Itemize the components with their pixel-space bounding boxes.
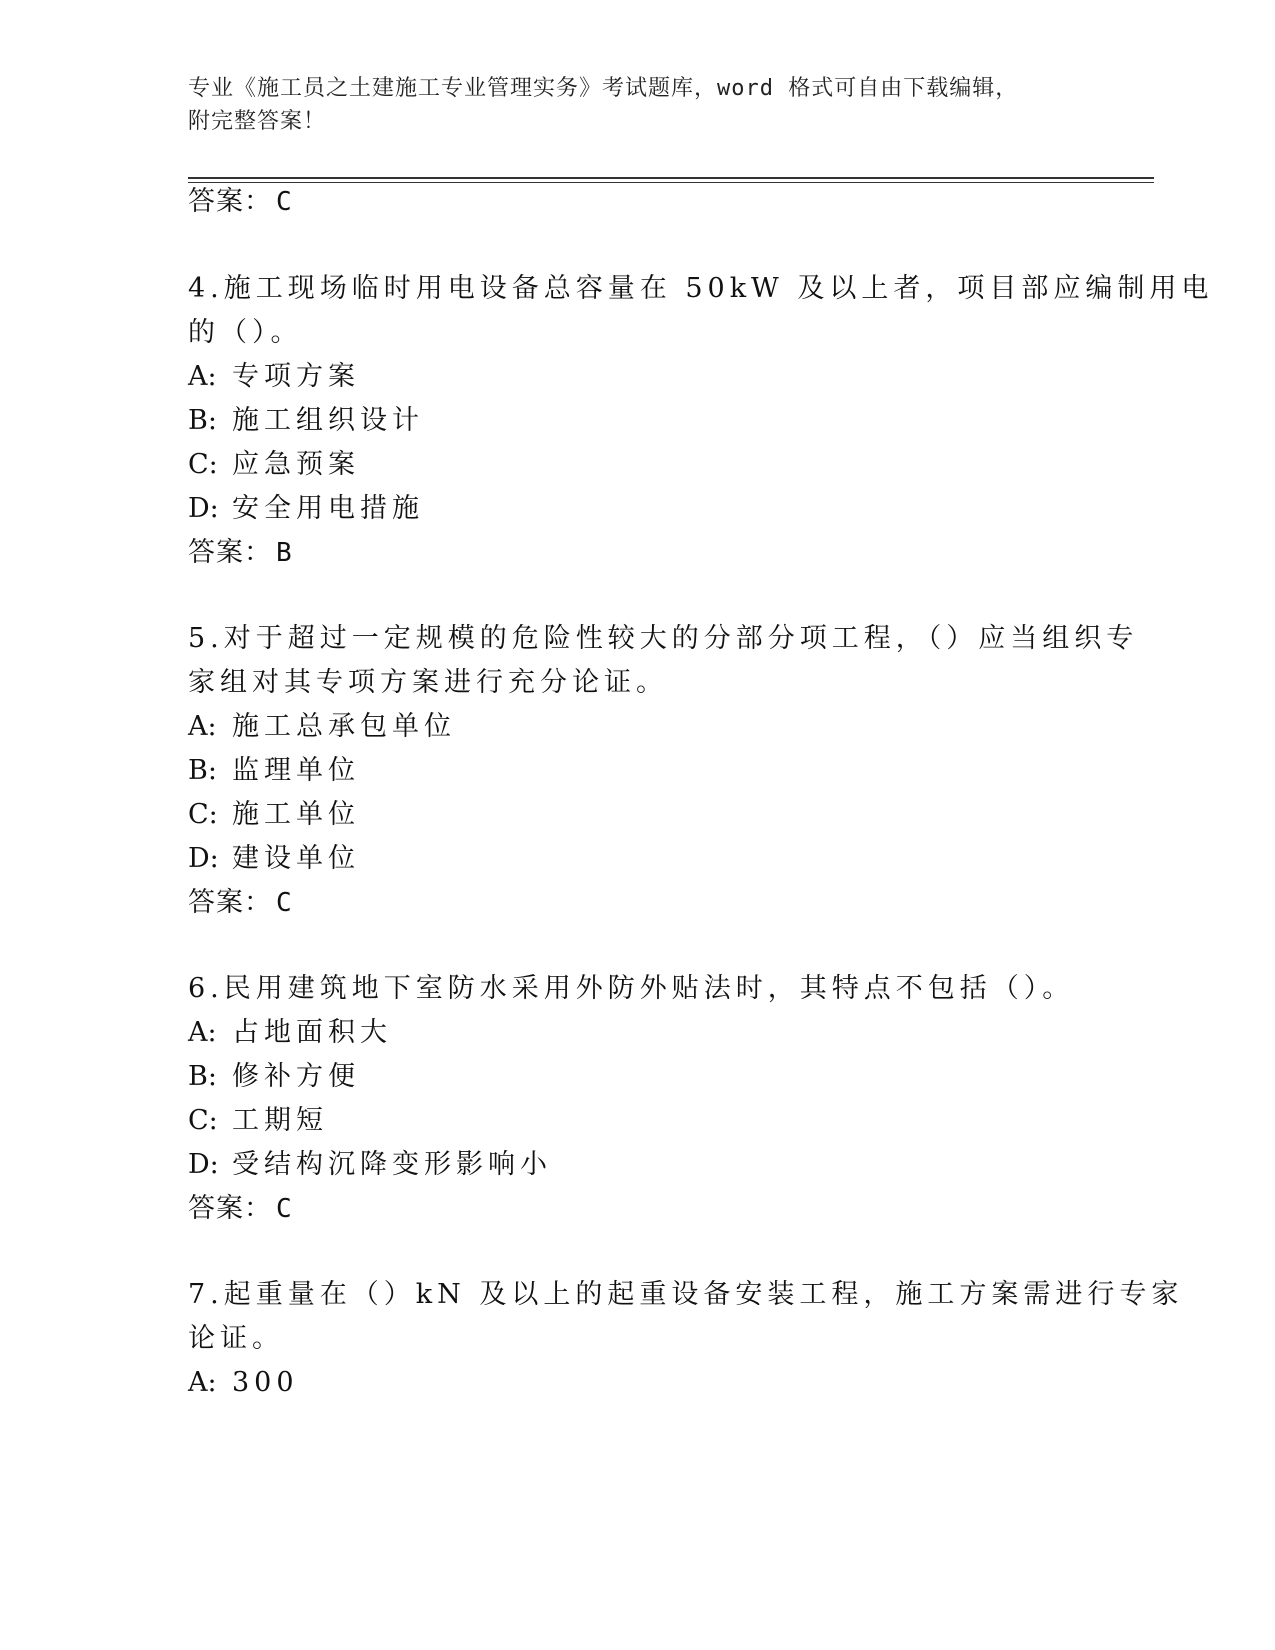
option-text: 建设单位	[232, 843, 360, 874]
answer-line-q6	[188, 1192, 293, 1226]
question-6-option-c	[188, 1104, 328, 1138]
question-5-option-a	[188, 710, 456, 744]
answer-value: B	[276, 538, 293, 568]
answer-label: 答案：	[188, 186, 272, 217]
answer-label: 答案：	[188, 1193, 272, 1224]
option-text: 应急预案	[232, 449, 360, 480]
option-text: 安全用电措施	[232, 493, 424, 524]
question-4-stem-line-1: 4.施工现场临时用电设备总容量在 50kW 及以上者，项目部应编制用电	[188, 273, 1214, 304]
question-4-stem-line-2: 的（）。	[188, 317, 303, 348]
header-line-1: 专业《施工员之土建施工专业管理实务》考试题库，word 格式可自由下载编辑，	[188, 76, 1019, 101]
option-letter: B:	[188, 1061, 217, 1092]
question-4-option-c	[188, 448, 360, 482]
answer-line-q5	[188, 886, 293, 920]
question-5-option-d	[188, 842, 360, 876]
question-6-option-d	[188, 1148, 552, 1182]
header-divider	[188, 177, 1154, 179]
option-text: 监理单位	[232, 755, 360, 786]
answer-value: C	[276, 888, 293, 918]
answer-value: C	[276, 1194, 293, 1224]
answer-label: 答案：	[188, 537, 272, 568]
question-4-option-b	[188, 404, 424, 438]
option-text: 受结构沉降变形影响小	[232, 1149, 552, 1180]
option-letter: C:	[188, 1105, 218, 1136]
option-text: 施工单位	[232, 799, 360, 830]
question-7-stem-line-2: 论证。	[188, 1323, 284, 1354]
option-letter: B:	[188, 405, 217, 436]
option-letter: D:	[188, 1149, 219, 1180]
header-line-2: 附完整答案！	[188, 109, 327, 134]
option-letter: A:	[188, 711, 217, 742]
option-text: 施工组织设计	[232, 405, 424, 436]
question-5-option-c	[188, 798, 360, 832]
question-6-option-a	[188, 1016, 392, 1050]
header-divider-thin	[188, 182, 1154, 183]
answer-line-q3	[188, 185, 293, 219]
question-5-option-b	[188, 754, 360, 788]
option-letter: A:	[188, 1017, 217, 1048]
answer-label: 答案：	[188, 887, 272, 918]
answer-line-q4	[188, 536, 293, 570]
question-4-option-d	[188, 492, 424, 526]
question-7-option-a	[188, 1366, 299, 1400]
option-letter: D:	[188, 493, 219, 524]
question-5-stem-line-1: 5.对于超过一定规模的危险性较大的分部分项工程，（）应当组织专	[188, 623, 1139, 654]
answer-value: C	[276, 187, 293, 217]
document-header	[188, 72, 1088, 138]
option-letter: B:	[188, 755, 217, 786]
option-letter: A:	[188, 1367, 217, 1398]
option-letter: C:	[188, 449, 218, 480]
option-letter: C:	[188, 799, 218, 830]
option-text: 专项方案	[232, 361, 360, 392]
option-text: 工期短	[232, 1105, 328, 1136]
question-4-option-a	[188, 360, 360, 394]
option-text: 修补方便	[232, 1061, 360, 1092]
option-text: 施工总承包单位	[232, 711, 456, 742]
option-text: 300	[232, 1367, 299, 1398]
question-5-stem-line-2: 家组对其专项方案进行充分论证。	[188, 667, 668, 698]
question-7-stem-line-1: 7.起重量在（）kN 及以上的起重设备安装工程，施工方案需进行专家	[188, 1279, 1184, 1310]
question-6-option-b	[188, 1060, 360, 1094]
option-letter: D:	[188, 843, 219, 874]
option-text: 占地面积大	[232, 1017, 392, 1048]
question-6-stem-line-1: 6.民用建筑地下室防水采用外防外贴法时，其特点不包括（）。	[188, 973, 1075, 1004]
option-letter: A:	[188, 361, 217, 392]
